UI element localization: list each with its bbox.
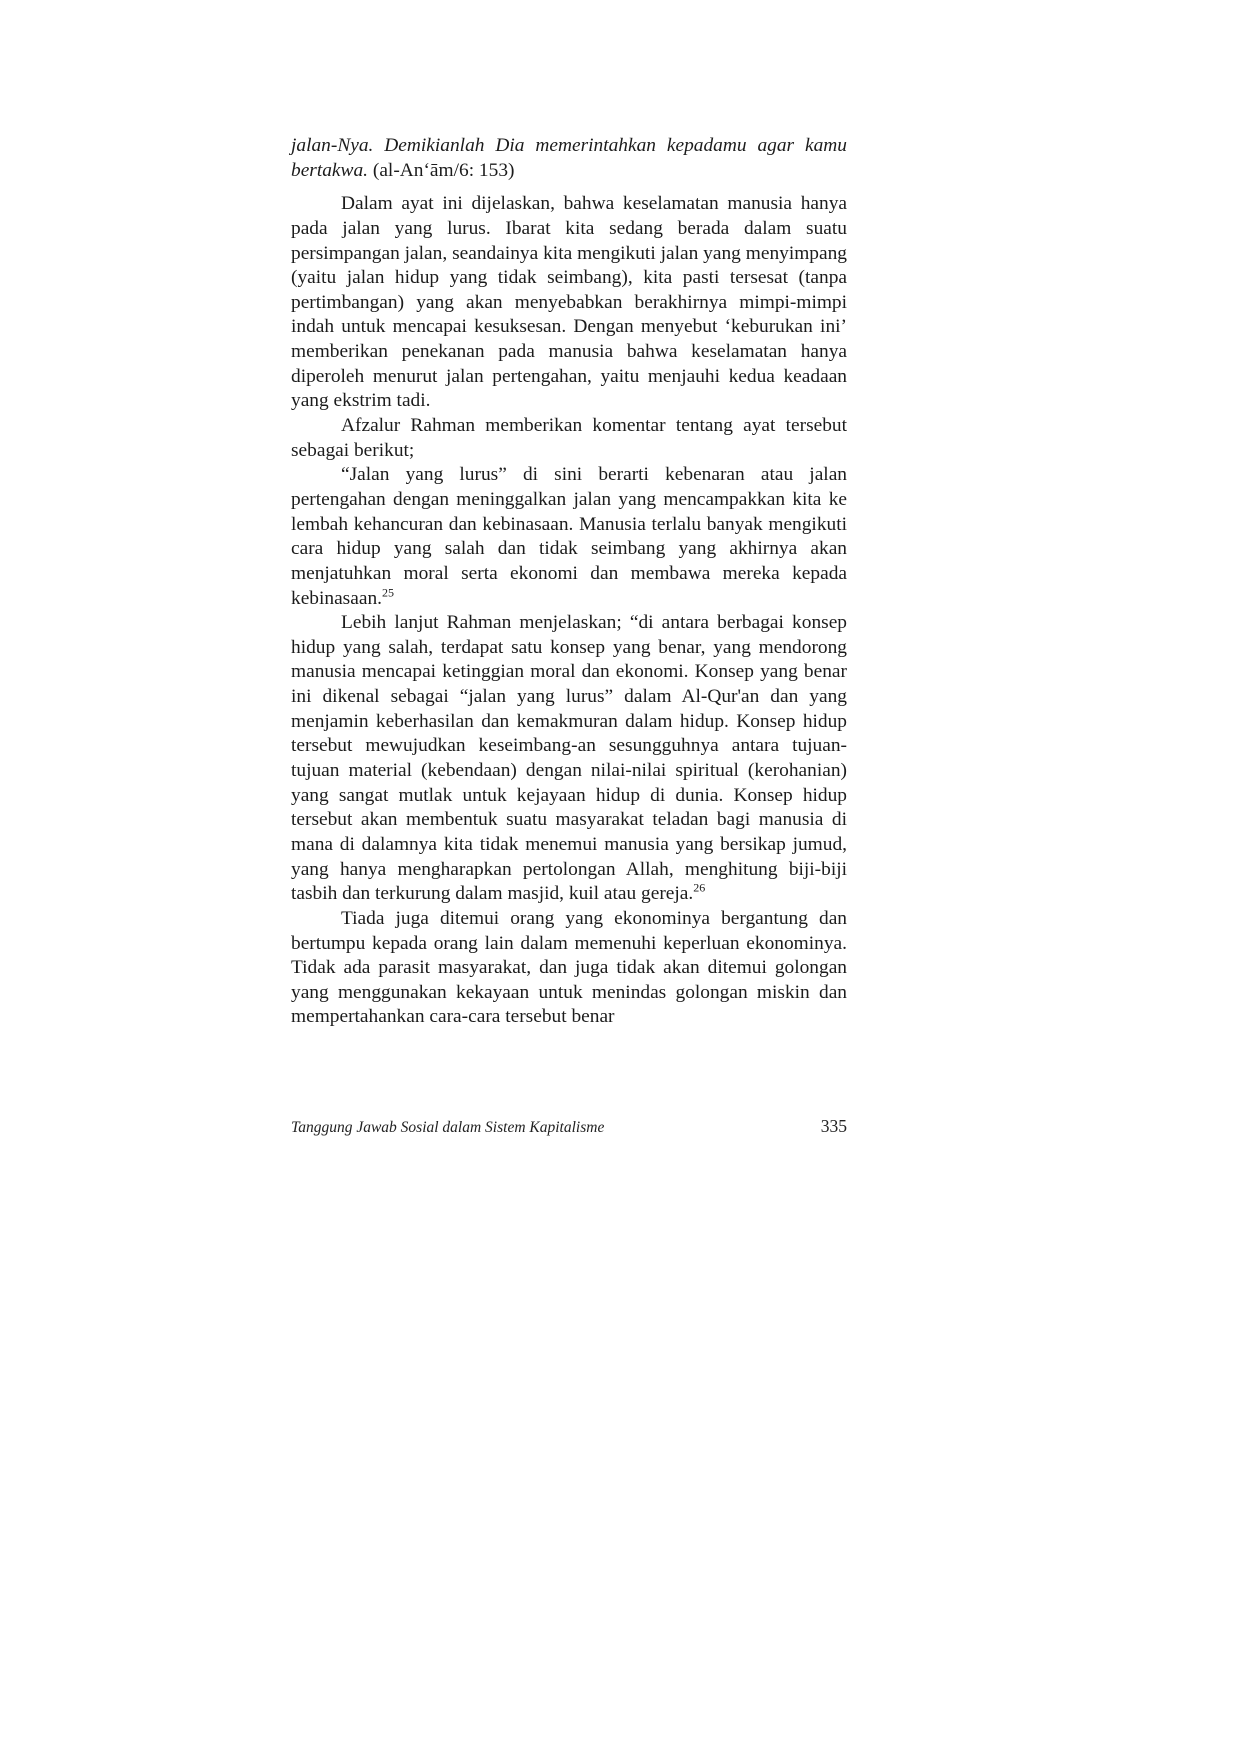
footnote-marker-26: 26: [693, 880, 706, 895]
paragraph-4-text: Lebih lanjut Rahman menjelaskan; “di antara berbagai konsep hidup yang salah, terdapat satu konsep yang benar, yang mendorong manusia mencapai ketinggian moral dan ekonomi. Konsep yang benar ini dikenal sebagai “jalan yang lurus” dalam Al-Qur'an dan yang menjamin keberhasilan dan kemakmuran dalam hidup. Konsep hidup tersebut mewujudkan keseimbang-an sesungguhnya antara tujuan-tujuan material (kebendaan) dengan nilai-nilai spiritual (kerohanian) yang sangat mutlak untuk kejayaan hidup di dunia. Konsep hidup tersebut akan membentuk suatu masyarakat teladan bagi manusia di mana di dalamnya kita tidak menemui manusia yang bersikap jumud, yang hanya mengharapkan pertolongan Allah, menghitung biji-biji tasbih dan terkurung dalam masjid, kuil atau gereja.: [291, 612, 847, 905]
paragraph-2: [291, 414, 847, 463]
footnote-marker-25: 25: [382, 585, 395, 600]
page-body: [291, 134, 847, 1030]
paragraph-1-text: Dalam ayat ini dijelaskan, bahwa keselamatan manusia hanya pada jalan yang lurus. Ibarat kita sedang berada dalam suatu persimpangan jalan, seandainya kita mengikuti jalan yang menyimpang (yaitu jalan hidup yang tidak seimbang), kita pasti tersesat (tanpa pertimbangan) yang akan menyebabkan berakhirnya mimpi-mimpi indah untuk mencapai kesuksesan. Dengan menyebut ‘keburukan ini’ memberikan penekanan pada manusia bahwa keselamatan hanya diperoleh menurut jalan pertengahan, yaitu menjauhi kedua keadaan yang ekstrim tadi.: [291, 193, 847, 412]
paragraph-3-text: “Jalan yang lurus” di sini berarti kebenaran atau jalan pertengahan dengan meninggalkan jalan yang mencampakkan kita ke lembah kehancuran dan kebinasaan. Manusia terlalu banyak mengikuti cara hidup yang salah dan tidak seimbang yang akhirnya akan menjatuhkan moral serta ekonomi dan membawa mereka kepada kebinasaan.: [291, 464, 847, 609]
paragraph-5: [291, 907, 847, 1030]
verse-quote: [291, 134, 847, 183]
verse-quote-text: jalan-Nya. Demikianlah Dia memerintahkan kepadamu agar kamu bertakwa.: [291, 135, 847, 181]
verse-reference: (al-An‘ām/6: 153): [368, 159, 515, 181]
paragraph-2-text: Afzalur Rahman memberikan komentar tentang ayat tersebut sebagai berikut;: [291, 415, 847, 461]
paragraph-1: [291, 192, 847, 414]
page-number: 335: [820, 1116, 847, 1136]
paragraph-3: [291, 463, 847, 611]
running-title: Tanggung Jawab Sosial dalam Sistem Kapitalisme: [291, 1119, 605, 1136]
paragraph-4: [291, 611, 847, 907]
page-footer: [291, 1116, 847, 1137]
paragraph-5-text: Tiada juga ditemui orang yang ekonominya bergantung dan bertumpu kepada orang lain dalam memenuhi keperluan ekonominya. Tidak ada parasit masyarakat, dan juga tidak akan ditemui golongan yang menggunakan kekayaan untuk menindas golongan miskin dan mempertahankan cara-cara tersebut benar: [291, 907, 847, 1028]
